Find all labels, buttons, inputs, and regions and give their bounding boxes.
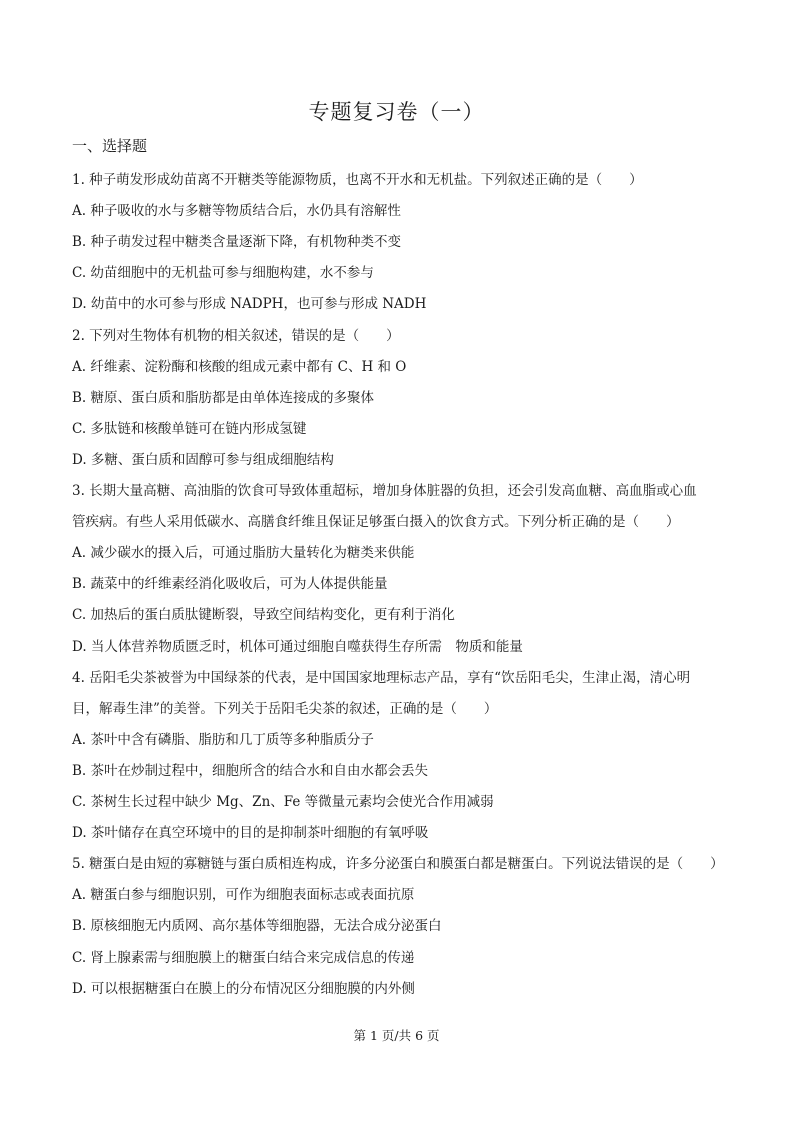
text-line: B. 原核细胞无内质网、高尔基体等细胞器，无法合成分泌蛋白 <box>72 918 442 935</box>
text-line: 2. 下列对生物体有机物的相关叙述，错误的是（ ） <box>72 327 400 344</box>
text-line: D. 多糖、蛋白质和固醇可参与组成细胞结构 <box>72 451 334 468</box>
text-line: B. 蔬菜中的纤维素经消化吸收后，可为人体提供能量 <box>72 576 388 593</box>
text-line: 1. 种子萌发形成幼苗离不开糖类等能源物质，也离不开水和无机盐。下列叙述正确的是（ ） <box>72 172 643 188</box>
text-line: B. 种子萌发过程中糖类含量逐渐下降，有机物种类不变 <box>72 234 402 251</box>
text-line: A. 纤维素、淀粉酶和核酸的组成元素中都有 C、H 和 O <box>72 358 407 375</box>
text-line: D. 茶叶储存在真空环境中的目的是抑制茶叶细胞的有氧呼吸 <box>72 825 429 842</box>
text-line: 3. 长期大量高糖、高油脂的饮食可导致体重超标，增加身体脏器的负担，还会引发高血糖、高血脂或心血 <box>72 483 697 499</box>
text-line: B. 茶叶在炒制过程中，细胞所含的结合水和自由水都会丢失 <box>72 762 429 779</box>
page-title: 专题复习卷（一） <box>308 100 485 124</box>
text-line: C. 加热后的蛋白质肽键断裂，导致空间结构变化，更有利于消化 <box>72 607 455 624</box>
text-line: A. 减少碳水的摄入后，可通过脂肪大量转化为糖类来供能 <box>72 545 415 562</box>
text-line: C. 幼苗细胞中的无机盐可参与细胞构建，水不参与 <box>72 265 374 282</box>
text-line: 5. 糖蛋白是由短的寡糖链与蛋白质相连构成，许多分泌蛋白和膜蛋白都是糖蛋白。下列说法错误的是（ ） <box>72 856 724 873</box>
text-line: 管疾病。有些人采用低碳水、高膳食纤维且保证足够蛋白摄入的饮食方式。下列分析正确的是（ ） <box>72 514 680 531</box>
text-line: 4. 岳阳毛尖茶被誉为中国绿茶的代表，是中国国家地理标志产品，享有“饮岳阳毛尖，生津止渴，清心明 <box>72 669 691 686</box>
text-line: D. 可以根据糖蛋白在膜上的分布情况区分细胞膜的内外侧 <box>72 980 415 997</box>
text-line: 目，解毒生津”的美誉。下列关于岳阳毛尖茶的叙述，正确的是（ ） <box>72 700 498 717</box>
page-footer: 第 1 页/共 6 页 <box>353 1028 440 1043</box>
text-line: C. 多肽链和核酸单链可在链内形成氢键 <box>72 420 307 437</box>
text-line: D. 当人体营养物质匮乏时，机体可通过细胞自噬获得生存所需 物质和能量 <box>72 638 523 655</box>
text-line: C. 肾上腺素需与细胞膜上的糖蛋白结合来完成信息的传递 <box>72 949 415 966</box>
section-heading: 一、选择题 <box>72 137 148 155</box>
text-line: D. 幼苗中的水可参与形成 NADPH，也可参与形成 NADH <box>72 296 427 313</box>
text-line: B. 糖原、蛋白质和脂肪都是由单体连接成的多聚体 <box>72 389 375 406</box>
text-line: A. 种子吸收的水与多糖等物质结合后，水仍具有溶解性 <box>72 203 401 220</box>
text-line: A. 糖蛋白参与细胞识别，可作为细胞表面标志或表面抗原 <box>72 887 415 904</box>
text-line: A. 茶叶中含有磷脂、脂肪和几丁质等多种脂质分子 <box>72 731 374 748</box>
text-line: C. 茶树生长过程中缺少 Mg、Zn、Fe 等微量元素均会使光合作用减弱 <box>72 794 494 810</box>
